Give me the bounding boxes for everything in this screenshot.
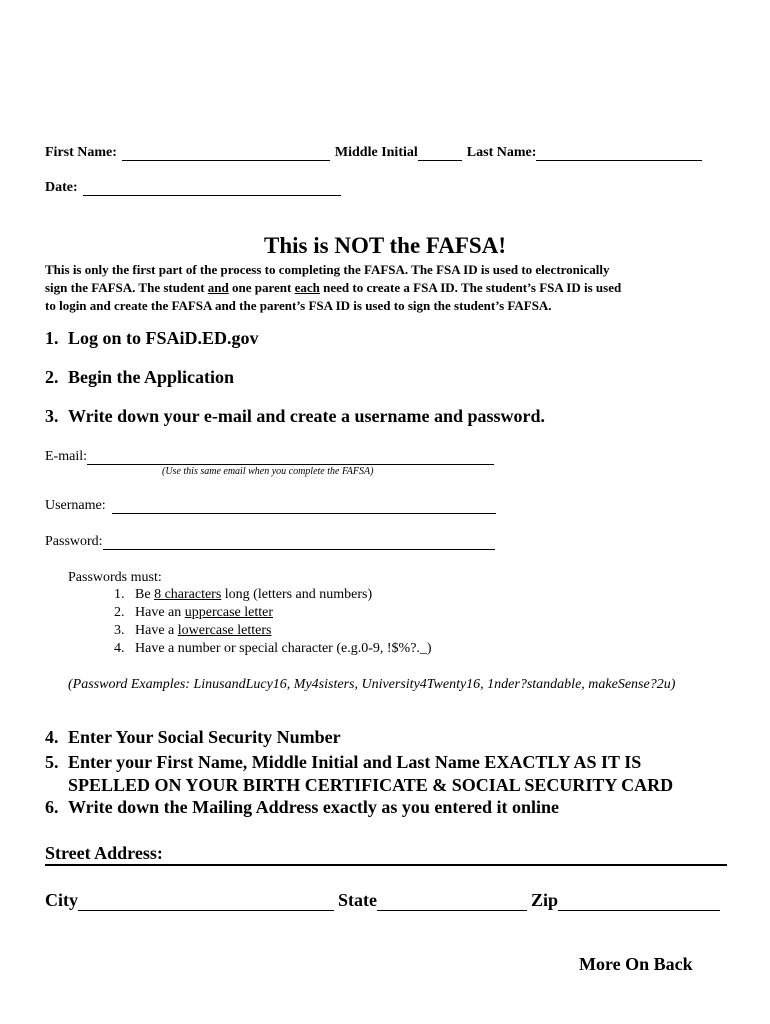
street-address-label: Street Address: [45, 843, 163, 863]
email-row [45, 449, 494, 465]
last-name-label: Last Name: [466, 145, 537, 160]
password-row [45, 534, 495, 550]
email-label: E-mail: [45, 449, 87, 464]
password-label: Password: [45, 534, 103, 549]
step-1: 1. Log on to FSAiD.ED.gov [45, 328, 259, 348]
middle-initial-label: Middle Initial [334, 145, 418, 160]
city-field[interactable] [78, 910, 334, 911]
step-5-continued: SPELLED ON YOUR BIRTH CERTIFICATE & SOCIAL SECURITY CARD [68, 775, 674, 795]
page-title: This is NOT the FAFSA! [264, 233, 506, 258]
zip-field[interactable] [558, 910, 720, 911]
step-3: 3. Write down your e-mail and create a username and password. [45, 406, 545, 426]
street-address-field[interactable] [45, 864, 727, 866]
name-fields-row [45, 145, 702, 161]
step-6: 6. Write down the Mailing Address exactly as you entered it online [45, 797, 560, 817]
username-label: Username: [45, 498, 106, 513]
first-name-label: First Name: [45, 145, 117, 160]
more-on-back: More On Back [579, 954, 693, 974]
state-label: State [338, 890, 377, 910]
intro-line-1: This is only the first part of the process to completing the FAFSA. The FSA ID is used to electronically [45, 262, 610, 277]
password-rule-4: 4. Have a number or special character (e.g.0-9, !$%?._) [114, 641, 432, 656]
intro-line-2: sign the FAFSA. The student and one parent each need to create a FSA ID. The student’s FSA ID is used [45, 280, 622, 295]
city-state-zip-row [45, 890, 720, 911]
first-name-field[interactable] [122, 160, 330, 161]
password-rules-heading: Passwords must: [68, 570, 162, 585]
email-field[interactable] [87, 464, 494, 465]
state-field[interactable] [377, 910, 527, 911]
password-rule-1: 1. Be 8 characters long (letters and numbers) [114, 587, 373, 602]
password-rule-2: 2. Have an uppercase letter [114, 605, 273, 620]
username-row [45, 498, 496, 514]
date-label: Date: [45, 180, 78, 195]
step-4: 4. Enter Your Social Security Number [45, 727, 341, 747]
step-2: 2. Begin the Application [45, 367, 235, 387]
username-field[interactable] [112, 513, 496, 514]
password-rule-3: 3. Have a lowercase letters [114, 623, 272, 638]
date-row [45, 180, 341, 196]
password-examples: (Password Examples: LinusandLucy16, My4sisters, University4Twenty16, 1nder?standable, makeSense?2u) [68, 677, 676, 692]
email-note: (Use this same email when you complete the FAFSA) [162, 466, 374, 477]
city-label: City [45, 890, 78, 910]
zip-label: Zip [531, 890, 559, 910]
date-field[interactable] [83, 195, 341, 196]
middle-initial-field[interactable] [418, 160, 462, 161]
intro-line-3: to login and create the FAFSA and the parent’s FSA ID is used to sign the student’s FAFSA. [45, 298, 552, 313]
step-5: 5. Enter your First Name, Middle Initial and Last Name EXACTLY AS IT IS [45, 752, 642, 772]
last-name-field[interactable] [536, 160, 702, 161]
password-field[interactable] [103, 549, 495, 550]
